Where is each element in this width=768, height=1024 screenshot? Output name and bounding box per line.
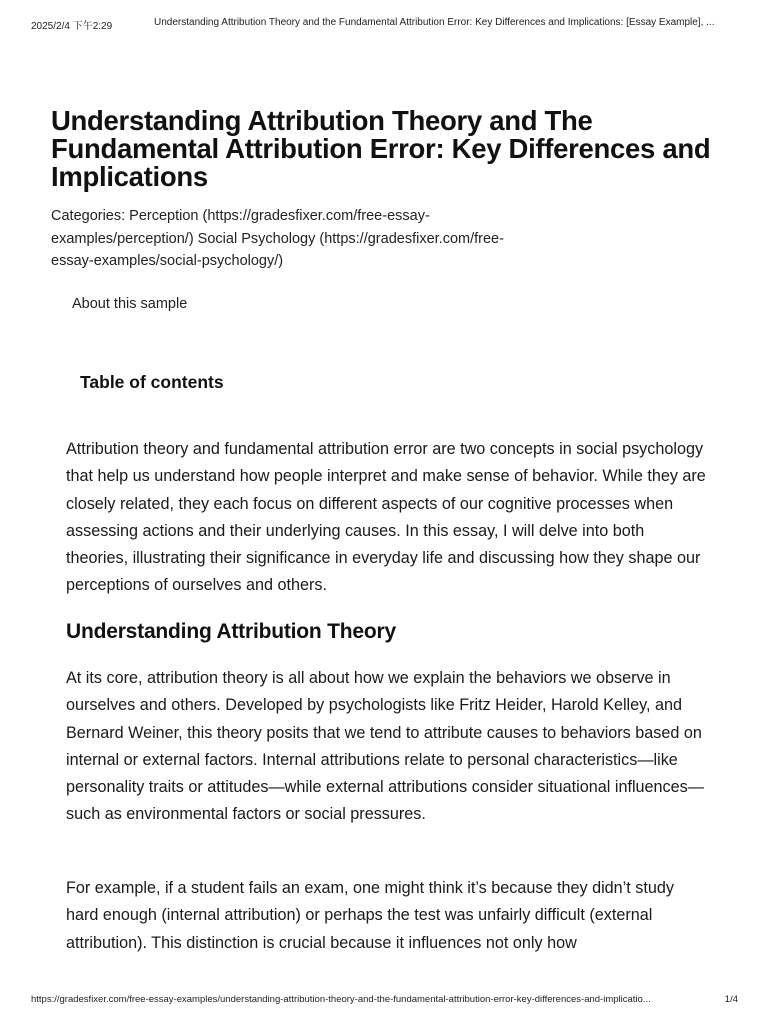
page-number: 1/4 (724, 994, 738, 1005)
section-heading: Understanding Attribution Theory (66, 620, 396, 643)
print-page-title: Understanding Attribution Theory and the Fundamental Attribution Error: Key Differences and Implications: [Essay Example], ... (154, 17, 715, 28)
about-this-sample[interactable]: About this sample (72, 296, 188, 312)
body-paragraph-example: For example, if a student fails an exam, one might think it’s because they didn’t study hard enough (internal attribution) or perhaps the test was unfairly difficult (external attribution). This distinction is crucial because it influences not only how (66, 879, 674, 952)
intro-paragraph: Attribution theory and fundamental attribution error are two concepts in social psychology that help us understand how people interpret and make sense of behavior. While they are closely related, they each focus on different aspects of our cognitive processes when assessing actions and their underlying causes. In this essay, I will delve into both theories, illustrating their significance in everyday life and discussing how they shape our perceptions of ourselves and others. (66, 440, 706, 595)
categories-text: Categories: Perception (https://gradesfixer.com/free-essay-examples/perception/) Social Psychology (https://gradesfixer.com/free-essay-examples/social-psychology/) (51, 208, 504, 269)
table-of-contents-heading[interactable]: Table of contents (80, 372, 224, 392)
article-title: Understanding Attribution Theory and The Fundamental Attribution Error: Key Differences and Implications (51, 105, 711, 192)
print-header (31, 17, 748, 31)
body-paragraph: At its core, attribution theory is all about how we explain the behaviors we observe in ourselves and others. Developed by psychologists like Fritz Heider, Harold Kelley, and Bernard Weiner, this theory posits that we tend to attribute causes to behaviors based on internal or external factors. Internal attributions relate to personal characteristics—like personality traits or attitudes—while external attributions consider situational influences—such as environmental factors or social pressures. (66, 669, 704, 824)
print-date: 2025/2/4 下午2:29 (31, 21, 113, 31)
print-footer (31, 994, 738, 1008)
print-url: https://gradesfixer.com/free-essay-examples/understanding-attribution-theory-and-the-fundamental-attribution-error-key-differences-and-implicatio... (31, 994, 651, 1005)
